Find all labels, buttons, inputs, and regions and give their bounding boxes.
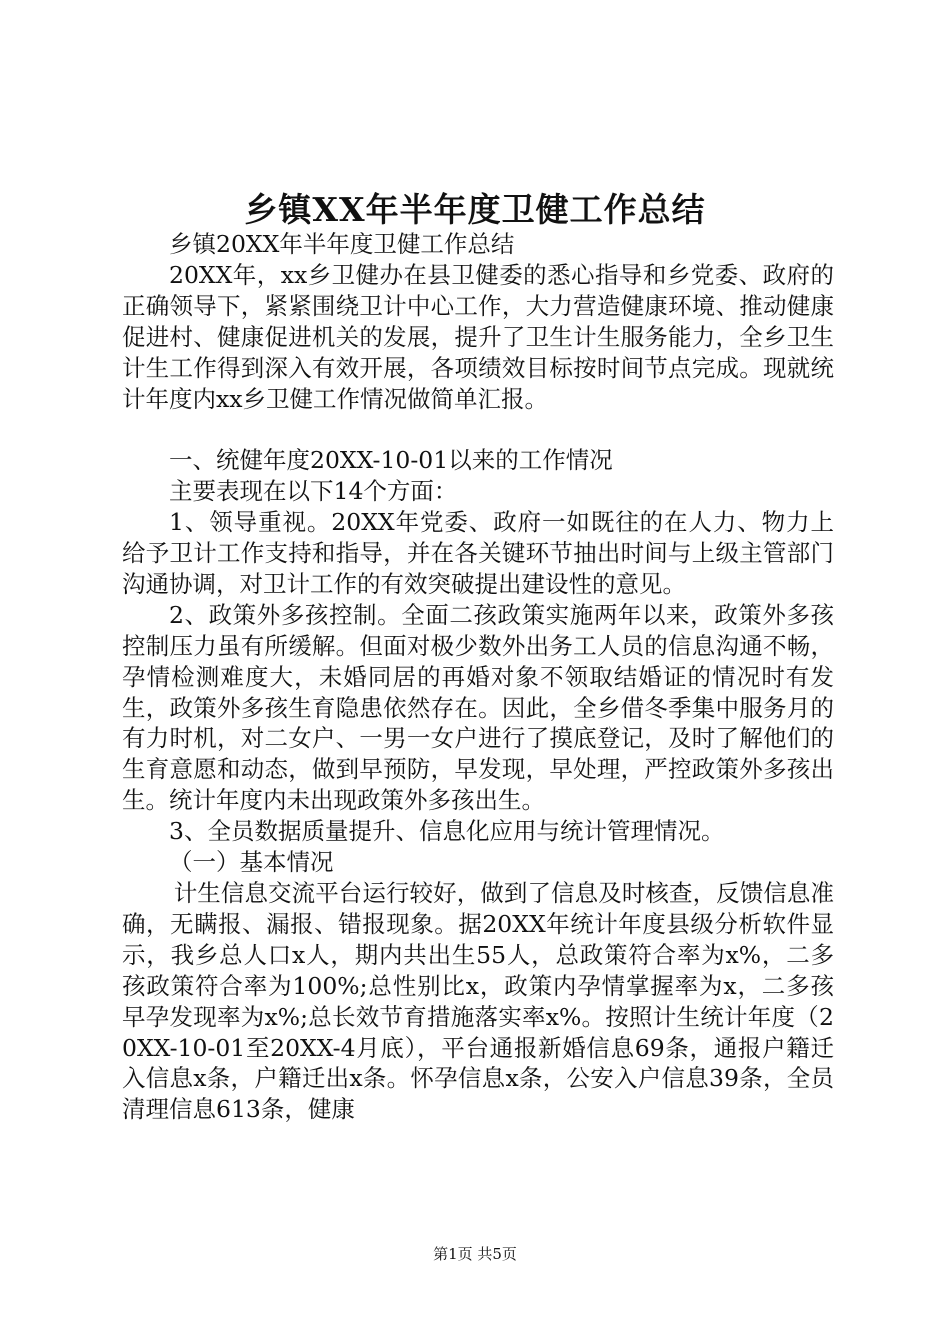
subsection-heading: （一）基本情况	[169, 848, 334, 877]
subtitle-paragraph: 乡镇20XX年半年度卫健工作总结	[169, 230, 515, 258]
item-1-paragraph: 1、领导重视。20XX年党委、政府一如既往的在人力、物力上给予卫计工作支持和指导，并在各关键环节抽出时间与上级主管部门沟通协调，对卫计工作的有效突破提出建设性的意见。	[122, 508, 834, 598]
section-heading: 一、统健年度20XX-10-01以来的工作情况	[169, 446, 613, 475]
intro-paragraph: 20XX年，xx乡卫健办在县卫健委的悉心指导和乡党委、政府的正确领导下，紧紧围绕卫计中心工作，大力营造健康环境、推动健康促进村、健康促进机关的发展，提升了卫生计生服务能力，全乡卫生计生工作得到深入有效开展，各项绩效目标按时间节点完成。现就统计年度内xx乡卫健工作情况做简单汇报。	[122, 260, 834, 413]
basic-info-paragraph: 计生信息交流平台运行较好，做到了信息及时核查，反馈信息准确，无瞒报、漏报、错报现象。据20XX年统计年度县级分析软件显示，我乡总人口x人，期内共出生55人，总政策符合率为x%，二多孩政策符合率为100%;总性别比x，政策内孕情掌握率为x，二多孩早孕发现率为x%;总长效节育措施落实率x%。按照计生统计年度（20XX-10-01至20XX-4月底），平台通报新婚信息69条，通报户籍迁入信息x条，户籍迁出x条。怀孕信息x条，公安入户信息39条，全员清理信息613条，健康	[122, 879, 834, 1124]
item-3-heading: 3、全员数据质量提升、信息化应用与统计管理情况。	[169, 817, 725, 846]
document-title: 乡镇XX年半年度卫健工作总结	[244, 190, 706, 229]
section-summary: 主要表现在以下14个方面：	[169, 477, 458, 506]
document-body	[122, 229, 834, 1125]
item-2-paragraph: 2、政策外多孩控制。全面二孩政策实施两年以来，政策外多孩控制压力虽有所缓解。但面对极少数外出务工人员的信息沟通不畅，孕情检测难度大，未婚同居的再婚对象不领取结婚证的情况时有发生，政策外多孩生育隐患依然存在。因此，全乡借冬季集中服务月的有力时机，对二女户、一男一女户进行了摸底登记，及时了解他们的生育意愿和动态，做到早预防，早发现，早处理，严控政策外多孩出生。统计年度内未出现政策外多孩出生。	[122, 600, 834, 815]
page-footer: 第1页 共5页	[433, 1245, 517, 1263]
